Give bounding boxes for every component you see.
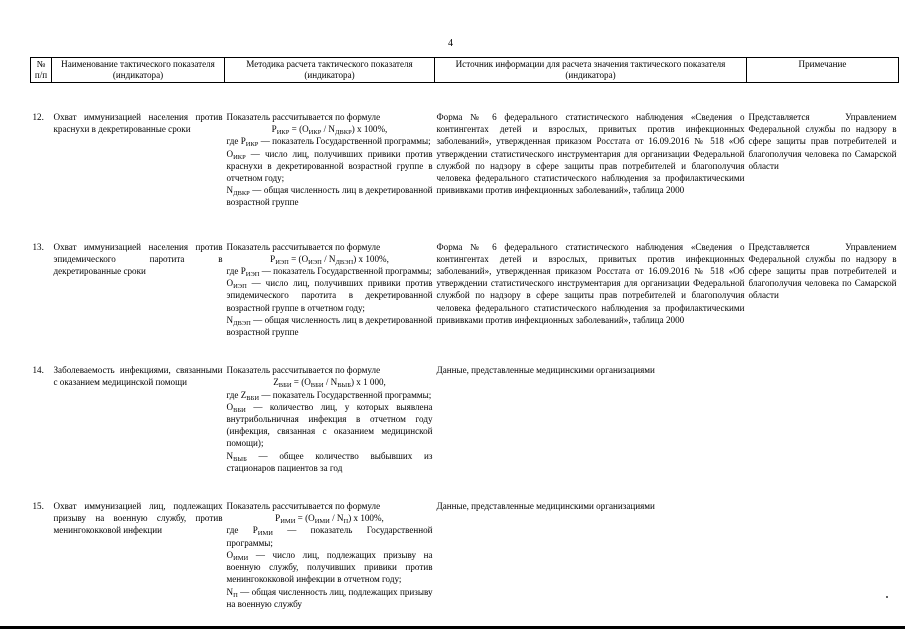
method-line: $O_{ИКР}$ — число лиц, получивших привики против краснухи в декретированной возрастной группе в отчетном году; — [226, 148, 433, 184]
table-row — [31, 111, 899, 209]
indicator-name: Заболеваемость инфекциями, связанными с оказанием медицинской помощи — [53, 365, 223, 388]
row-number: 13. — [32, 241, 44, 252]
formula: $P_{ИЭП} = (O_{ИЭП} / N_{ДВЭП})$ x 100%, — [270, 253, 389, 266]
method-line: $N_{ДВКР}$ — общая численность лиц в декретированной возрастной группе — [226, 185, 433, 208]
info-source: Данные, представленные медицинскими организациями — [436, 365, 655, 376]
calculation-method — [225, 111, 435, 209]
table-row — [31, 500, 899, 610]
note: Представляется Управлением Федеральной службы по надзору в сфере защиты прав потребителей и благополучия человека по Самарской области — [748, 241, 897, 301]
row-number: 14. — [32, 365, 44, 376]
indicator-name: Охват иммунизацией населения против краснухи в декретированные сроки — [53, 112, 223, 135]
method-line: где $P_{ИЭП}$ — показатель Государственной программы; — [226, 266, 432, 279]
info-source: Форма № 6 федерального статистического наблюдения «Сведения о контингентах детей и взрослых, привитых против инфекционных заболеваний», утвержденная приказом Росстата от 16.09.2016 № 518 «Об утверждении статистического инструментария для организации Федеральной службой по надзору в сфере защиты прав потребителей и благополучия человека федерального статистического наблюдения за профилактическими прививками против инфекционных заболеваний», таблица 2000 — [436, 241, 745, 325]
indicator-table — [30, 57, 899, 610]
calculation-method — [225, 500, 435, 610]
calculation-method — [225, 241, 435, 339]
header-note: Примечание — [747, 58, 899, 83]
bottom-border — [0, 626, 905, 629]
method-intro: Показатель рассчитывается по формуле — [226, 365, 381, 376]
info-source: Данные, представленные медицинскими организациями — [436, 501, 655, 512]
table-row — [31, 364, 899, 474]
header-method: Методика расчета тактического показателя (индикатора) — [225, 58, 435, 83]
formula: $P_{ИКР} = (O_{ИКР} / N_{ДВКР})$ x 100%, — [271, 124, 388, 137]
note — [747, 500, 899, 610]
method-intro: Показатель рассчитывается по формуле — [226, 112, 381, 122]
formula: $P_{ИМИ} = (O_{ИМИ} / N_П)$ x 100%, — [275, 513, 384, 526]
row-number: 12. — [32, 112, 44, 122]
method-line: $O_{ИЭП}$ — число лиц, получивших привики против эпидемического паротита в декретированной возрастной группе в отчетном году; — [226, 278, 433, 313]
table-header-row — [31, 58, 899, 83]
calculation-method — [225, 364, 435, 474]
method-line: где $P_{ИКР}$ — показатель Государственной программы; — [226, 136, 431, 149]
page-number: 4 — [448, 38, 453, 49]
method-line: где $P_{ИМИ}$ — показатель Государственной программы; — [226, 525, 433, 548]
scan-speck — [886, 596, 888, 598]
table-row — [31, 241, 899, 339]
method-intro: Показатель рассчитывается по формуле — [226, 241, 381, 252]
method-line: $N_{ВЫБ}$ — общее количество выбывших из стационаров пациентов за год — [226, 450, 433, 473]
method-line: $N_П$ — общая численность лиц, подлежащих призыву на военную службу — [226, 586, 433, 609]
formula: $Z_{ВБИ} = (O_{ВБИ} / N_{ВЫБ})$ x 1 000, — [273, 377, 386, 390]
row-number: 15. — [32, 501, 44, 512]
info-source: Форма № 6 федерального статистического наблюдения «Сведения о контингентах детей и взрослых, привитых против инфекционных заболеваний», утвержденная приказом Росстата от 16.09.2016 № 518 «Об утверждении статистического инструментария для организации Федеральной службой по надзору в сфере защиты прав потребителей и благополучия человека федерального статистического наблюдения за профилактическими прививками против инфекционных заболеваний», таблица 2000 — [436, 112, 745, 196]
note: Представляется Управлением Федеральной службы по надзору в сфере защиты прав потребителей и благополучия человека по Самарской области — [748, 112, 897, 171]
header-name: Наименование тактического показателя (индикатора) — [52, 58, 225, 83]
note — [747, 364, 899, 474]
method-intro: Показатель рассчитывается по формуле — [226, 501, 381, 512]
method-line: где $Z_{ВБИ}$ — показатель Государственной программы; — [226, 389, 432, 402]
header-number: № п/п — [31, 58, 52, 83]
method-line: $O_{ВБИ}$ — количество лиц, у которых выявлена внутрибольничная инфекция в отчетном году (инфекция, связанная с оказанием медицинской помощи); — [226, 401, 433, 449]
method-line: $N_{ДВЭП}$ — общая численность лиц в декретированной возрастной группе — [226, 314, 433, 338]
indicator-name: Охват иммунизацией лиц, подлежащих призыву на военную службу, против менингококковой инфекции — [53, 501, 223, 536]
method-line: $O_{ИМИ}$ — число лиц, подлежащих призыву на военную службу, получивших привики против менингококковой инфекции в отчетном году; — [226, 549, 433, 585]
indicator-name: Охват иммунизацией населения против эпидемического паротита в декретированные сроки — [53, 241, 223, 277]
header-source: Источник информации для расчета значения тактического показателя (индикатора) — [435, 58, 747, 83]
